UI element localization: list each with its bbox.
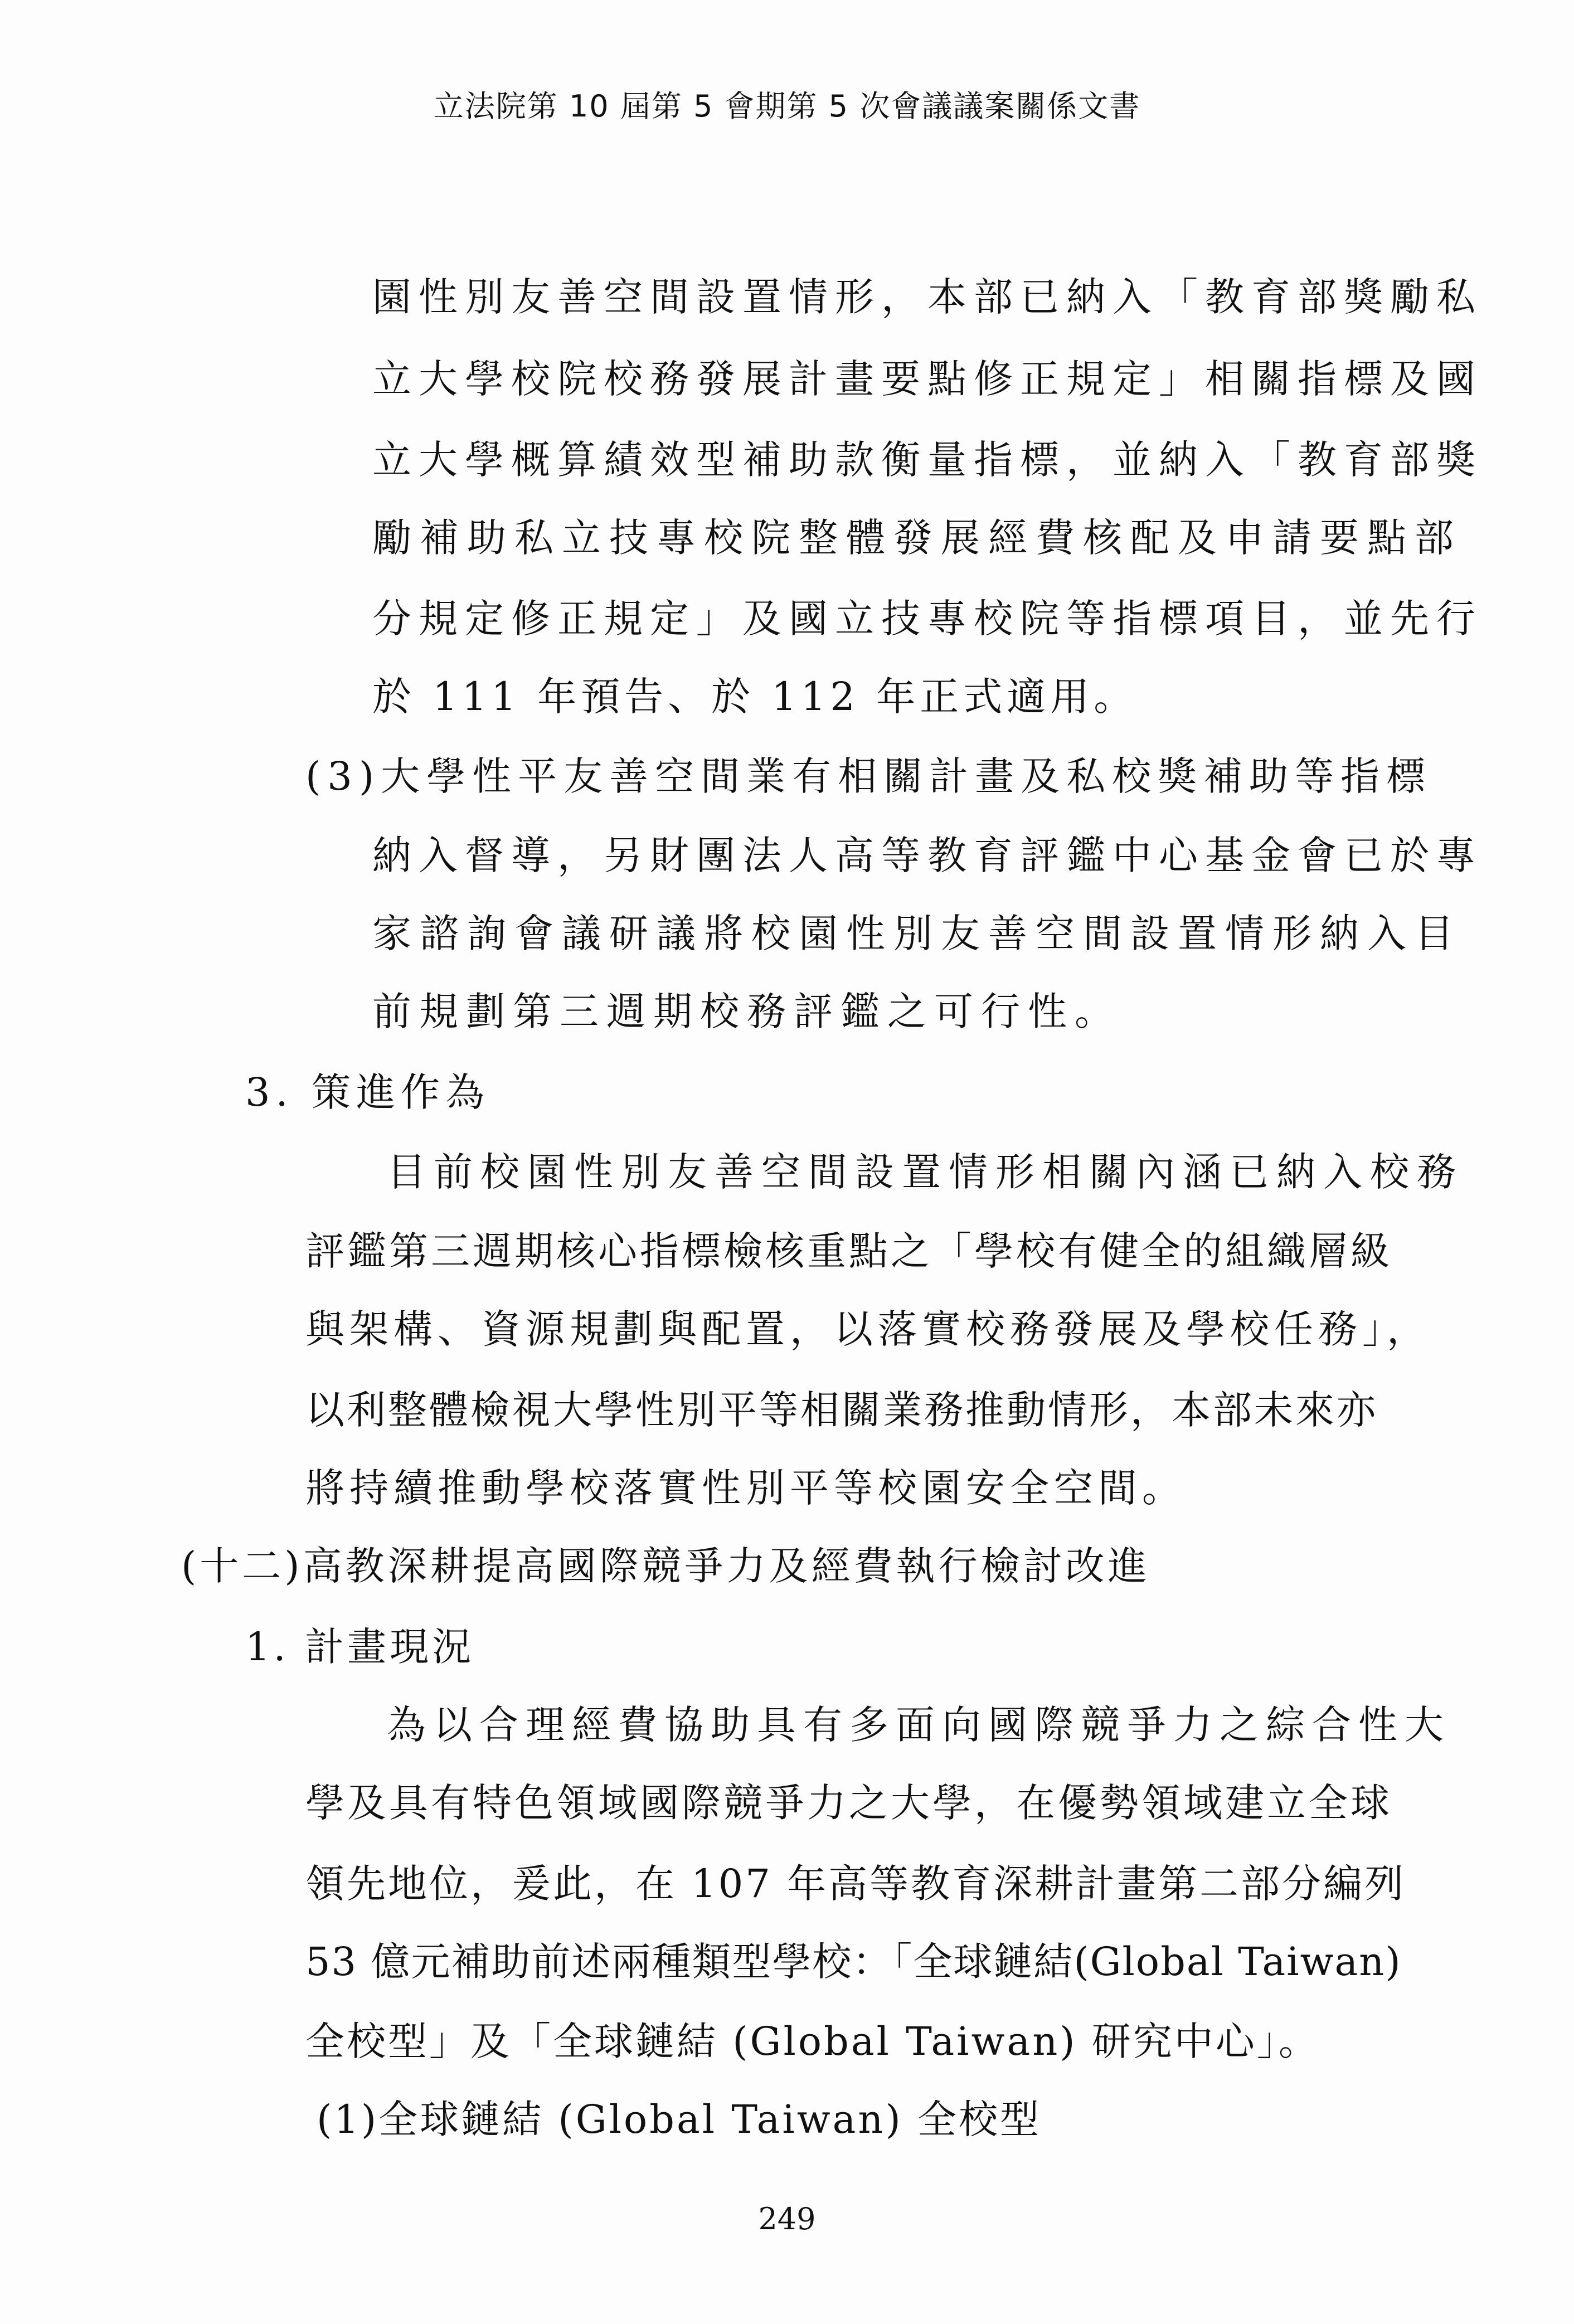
body-line: 以利整體檢視大學性別平等相關業務推動情形，本部未來亦	[305, 1387, 1378, 1433]
body-line: 目前校園性別友善空間設置情形相關內涵已納入校務	[387, 1149, 1464, 1195]
body-line: 納入督導，另財團法人高等教育評鑑中心基金會已於專	[372, 833, 1483, 878]
body-line: 與架構、資源規劃與配置，以落實校務發展及學校任務」，	[305, 1306, 1431, 1352]
body-line: (1)全球鏈結 (Global Taiwan) 全校型	[317, 2097, 1042, 2142]
section-heading: 3. 策進作為	[245, 1069, 490, 1115]
body-line: 勵補助私立技專校院整體發展經費核配及申請要點部	[372, 515, 1462, 561]
body-line: 立大學校院校務發展計畫要點修正規定」相關指標及國	[372, 356, 1483, 402]
document-header: 立法院第 10 屆第 5 會期第 5 次會議議案關係文書	[433, 89, 1141, 124]
section-heading: (十二)高教深耕提高國際競爭力及經費執行檢討改進	[181, 1543, 1150, 1589]
body-line: 家諮詢會議研議將校園性別友善空間設置情形納入目	[372, 911, 1462, 956]
body-line: 將持續推動學校落實性別平等校園安全空間。	[305, 1465, 1186, 1511]
body-line: 全校型」及「全球鏈結 (Global Taiwan) 研究中心」。	[305, 2019, 1320, 2064]
section-heading: 1. 計畫現況	[245, 1624, 475, 1670]
body-line: 於 111 年預告、於 112 年正式適用。	[372, 674, 1138, 719]
body-line: 53 億元補助前述兩種類型學校：「全球鏈結(Global Taiwan)	[305, 1939, 1402, 1985]
body-line: 領先地位，爰此，在 107 年高等教育深耕計畫第二部分編列	[305, 1861, 1406, 1907]
page-number: 249	[758, 2201, 816, 2237]
body-line: 評鑑第三週期核心指標檢核重點之「學校有健全的組織層級	[305, 1228, 1392, 1274]
body-line: 為以合理經費協助具有多面向國際競爭力之綜合性大	[387, 1702, 1451, 1748]
body-line: 學及具有特色領域國際競爭力之大學，在優勢領域建立全球	[305, 1780, 1392, 1826]
body-line: 前規劃第三週期校務評鑑之可行性。	[372, 989, 1121, 1034]
body-line: 分規定修正規定」及國立技專校院等指標項目，並先行	[372, 596, 1483, 641]
body-line: (3)大學性平友善空間業有相關計畫及私校獎補助等指標	[305, 753, 1432, 799]
body-line: 立大學概算績效型補助款衡量指標，並納入「教育部獎	[372, 437, 1483, 483]
body-line: 園性別友善空間設置情形，本部已納入「教育部獎勵私	[372, 274, 1483, 320]
